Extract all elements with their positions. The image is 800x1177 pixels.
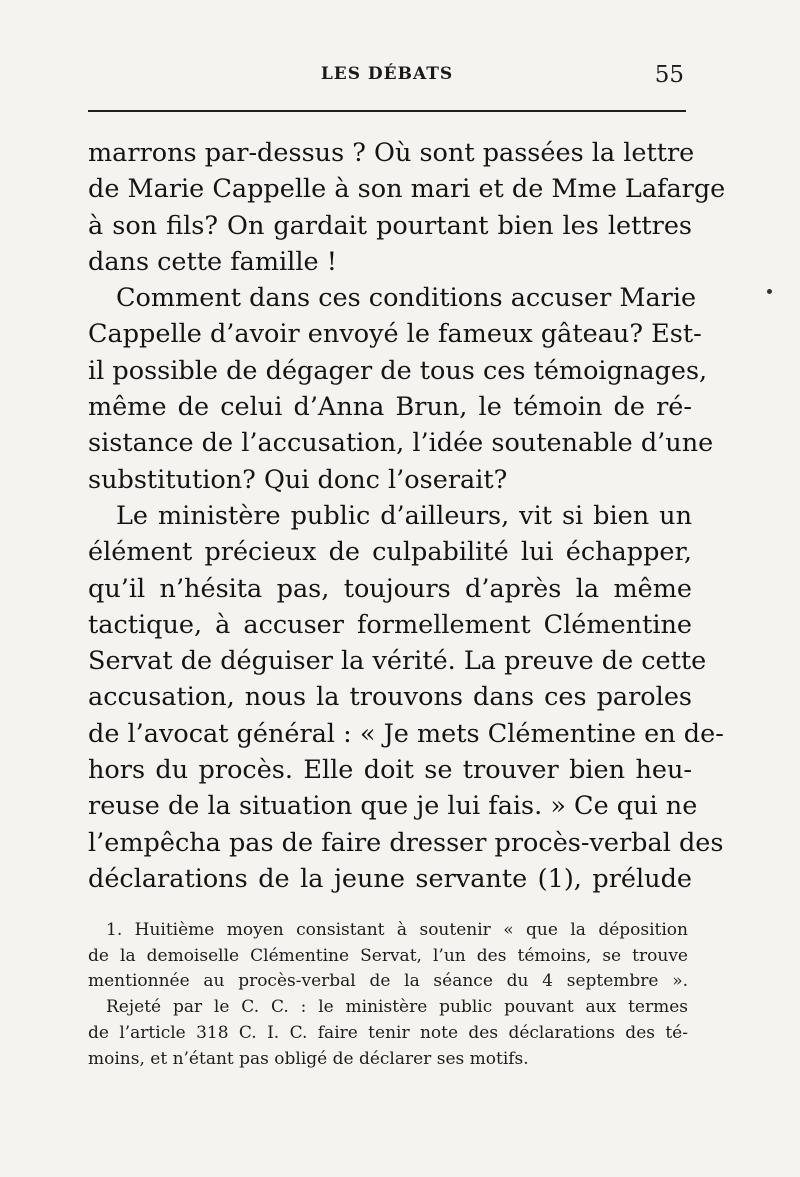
footnote-line: mentionnée au procès-verbal de la séance du 4 septembre ». — [88, 971, 688, 992]
text-line: qu’il n’hésita pas, toujours d’après la même — [88, 573, 692, 604]
text-line: de l’avocat général : « Je mets Clémentine en de- — [88, 718, 724, 749]
text-line: il possible de dégager de tous ces témoignages, — [88, 355, 708, 386]
page-header — [88, 62, 686, 102]
text-line: Cappelle d’avoir envoyé le fameux gâteau? Est- — [88, 319, 702, 350]
footnote-line: Rejeté par le C. C. : le ministère public pouvant aux termes — [106, 997, 688, 1018]
running-title: LES DÉBATS — [320, 64, 454, 84]
text-line: marrons par-dessus ? Où sont passées la lettre — [88, 138, 695, 168]
footnote-line: de la demoiselle Clémentine Servat, l’un des témoins, se trouve — [88, 945, 688, 966]
text-line: reuse de la situation que je lui fais. » Ce qui ne — [88, 791, 698, 822]
footnote-line: de l’article 318 C. I. C. faire tenir note des déclarations des té- — [88, 1022, 688, 1043]
header-rule — [88, 110, 686, 112]
text-line: même de celui d’Anna Brun, le témoin de ré- — [88, 392, 692, 423]
page-number: 55 — [654, 62, 684, 88]
text-line: accusation, nous la trouvons dans ces paroles — [88, 682, 692, 713]
text-line: tactique, à accuser formellement Clémentine — [88, 609, 692, 640]
text-line: Le ministère public d’ailleurs, vit si bien un — [116, 500, 692, 531]
text-line: Servat de déguiser la vérité. La preuve de cette — [88, 646, 707, 677]
text-line: dans cette famille ! — [88, 246, 337, 277]
footnotes — [88, 918, 688, 1072]
text-line: élément précieux de culpabilité lui échapper, — [88, 537, 692, 568]
footnote-line: moins, et n’étant pas obligé de déclarer ses motifs. — [88, 1048, 529, 1069]
body-text — [88, 135, 726, 897]
text-line: substitution? Qui donc l’oserait? — [88, 464, 508, 495]
ink-speck — [767, 289, 772, 294]
text-line: l’empêcha pas de faire dresser procès-verbal des — [88, 827, 724, 858]
text-line: sistance de l’accusation, l’idée soutenable d’une — [88, 428, 714, 459]
footnote-line: 1. Huitième moyen consistant à soutenir « que la déposition — [106, 920, 688, 940]
text-line: à son fils? On gardait pourtant bien les lettres — [88, 210, 692, 241]
text-line: déclarations de la jeune servante (1), prélude — [88, 863, 692, 894]
text-line: hors du procès. Elle doit se trouver bien heu- — [88, 755, 692, 786]
text-line: de Marie Cappelle à son mari et de Mme Lafarge — [88, 174, 726, 205]
text-line: Comment dans ces conditions accuser Marie — [116, 283, 697, 314]
